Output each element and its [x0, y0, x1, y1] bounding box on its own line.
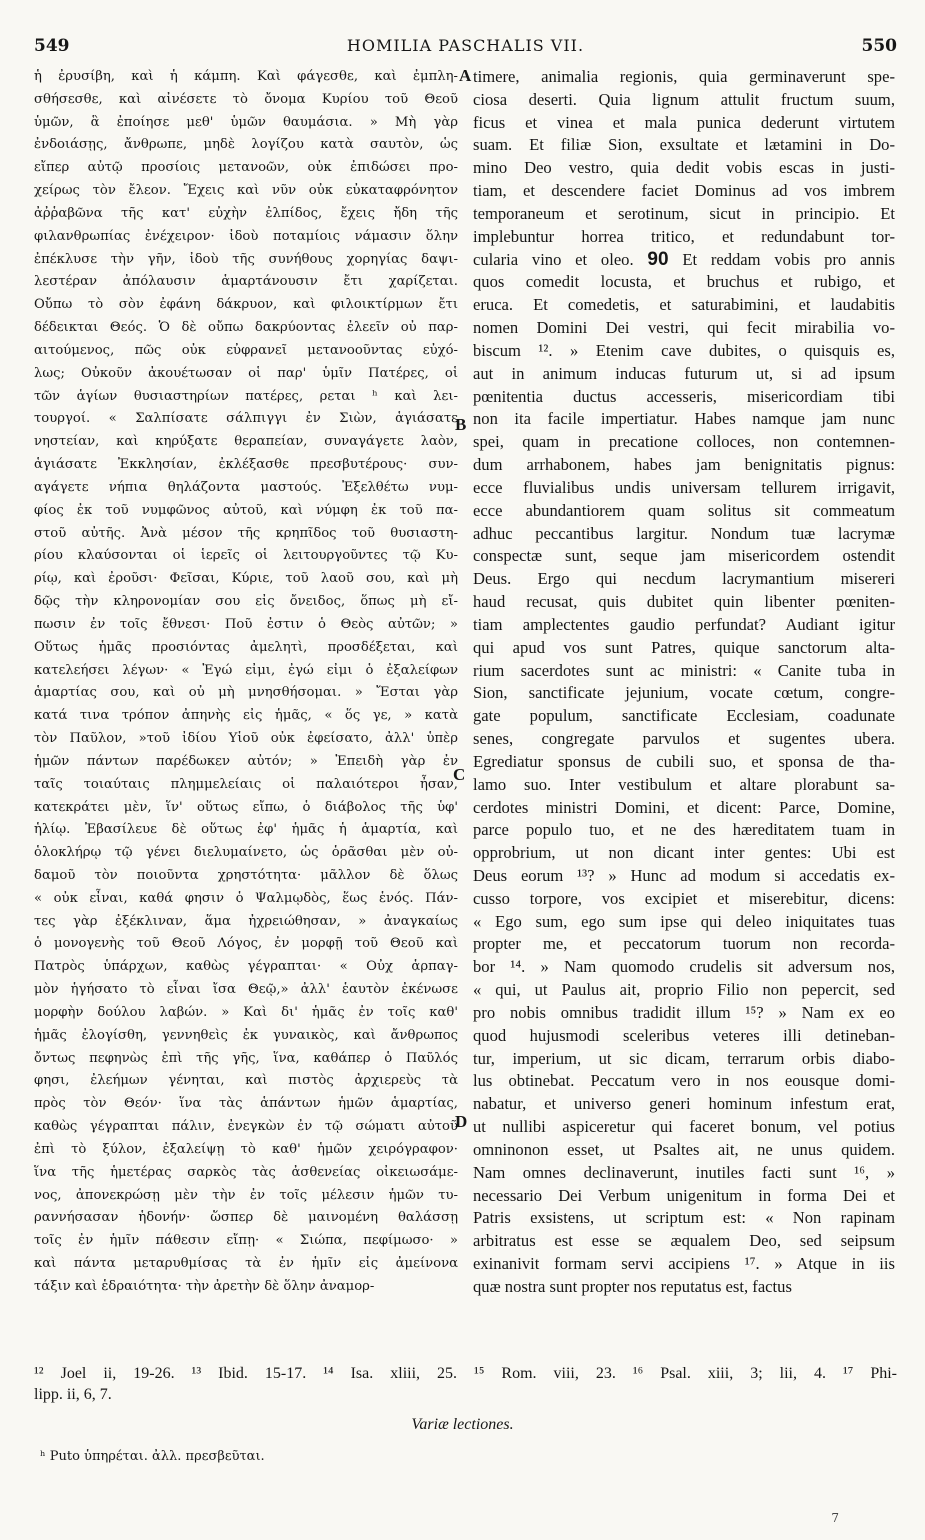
- margin-marker-b: B: [455, 415, 467, 434]
- text-line: ὁ μονογενὴς τοῦ Θεοῦ Λόγος, ἐν μορφῇ τοῦ Θεοῦ καὶ: [34, 936, 458, 952]
- text-line: pro nobis omnibus tradidit illum ¹⁵? » Nam ex eo: [473, 1002, 895, 1022]
- text-line: μὸν ἡγήσατο τὸ εἶναι ἴσα Θεῷ,» ἀλλ' ἑαυτὸν ἐκένωσε: [34, 982, 458, 998]
- text-line: haud recusat, quis dubitet quin libenter pœniten-: [473, 592, 895, 612]
- text-line: τάξιν καὶ ἑδραιότητα· τὴν ἀρετὴν δὲ ὅλην ἀναμορ-: [34, 1278, 375, 1294]
- text-line: cularia vino et oleo. 90 Et reddam vobis pro annis: [473, 248, 895, 270]
- text-line: lus obtinebat. Peccatum vero in nos eousque domi-: [473, 1071, 895, 1091]
- text-line: Πατρὸς ὑπάρχων, καθὼς γέγραπται· « Οὐχ ἁρπαγ-: [34, 959, 458, 975]
- text-line: Οὕτως ἡμᾶς προσιόντας ἀμελητὶ, προσδέξεται, καὶ: [34, 639, 458, 655]
- text-line: mino Deo vestro, quia dedit vobis escas in justi-: [473, 158, 895, 178]
- text-line: τες γὰρ ἐξέκλιναν, ἅμα ἠχρειώθησαν, » ἀναγκαίως: [34, 913, 458, 929]
- text-line: φιλανθρωπίας ἐνέχειρον· ἰδοὺ ποταμίοις νάμασιν ὅλην: [34, 228, 458, 244]
- text-line: πωσιν ἐν τοῖς ἔθνεσι· Ποῦ ἐστιν ὁ Θεὸς αὐτῶν; »: [34, 616, 458, 632]
- text-line: tur, imperium, ut sic dicam, terrarum orbis diabo-: [473, 1048, 895, 1068]
- text-line: μορφὴν δούλου λαβών. » Καὶ δι' ἡμᾶς ἐν τοῖς καθ': [34, 1004, 458, 1020]
- text-line: τῶν ἁγίων θυσιαστηρίων πατέρες, ρεται ʰ καὶ λει-: [34, 388, 458, 404]
- text-line: ut nullibi aspiceretur qui faceret bonum, vel potius: [473, 1117, 895, 1137]
- greek-text-column: [34, 66, 458, 1299]
- text-line: quæ nostra sunt propter nos reputatus est, factus: [473, 1276, 792, 1296]
- text-line: τοῖς ἐν ἡμῖν πάθεσιν εἴπῃ· « Σιώπα, πεφίμωσο· »: [34, 1233, 458, 1249]
- text-line: ecce abundantiorem quam solitus sit commeatum: [473, 500, 895, 520]
- text-line: « Ego sum, ego sum ipse qui deleo iniquitates tuas: [473, 911, 895, 931]
- text-line: δαμοῦ τὸν ποιοῦντα χρηστότητα· μᾶλλον δὲ ὅλως: [34, 867, 458, 883]
- text-line: καὶ πάντα μεταρυθμίσας τὰ ἐν ἡμῖν εἰς ἀμείνονα: [34, 1256, 458, 1272]
- text-line: κατά τινα τρόπον ἀπηνὴς εἰς ἡμᾶς, « ὅς γε, » κατὰ: [34, 708, 458, 724]
- text-line: nomen Domini Dei vestri, qui fecit mirabilia vo-: [473, 318, 895, 338]
- margin-marker-c: C: [453, 765, 466, 784]
- text-line: ρίῳ, καὶ ἐροῦσι· Φεῖσαι, Κύριε, τοῦ λαοῦ σου, καὶ μὴ: [34, 571, 458, 587]
- text-line: bor ¹⁴. » Nam quomodo crudelis sit adversum nos,: [473, 957, 895, 977]
- text-line: τὸν Παῦλον, »τοῦ ἰδίου Υἱοῦ οὐκ ἐφείσατο, ἀλλ' ὑπὲρ: [34, 731, 458, 747]
- text-line: cerdotes ministri Domini, et dicent: Parce, Domine,: [473, 797, 895, 817]
- text-line: lamo suo. Inter vestibulum et altare plorabunt sa-: [473, 774, 895, 794]
- text-line: eruca. Et comedetis, et saturabimini, et laudabitis: [473, 295, 895, 315]
- text-line: χείρως τὸν ἔλεον. Ἔχεις καὶ νῦν οὐκ εὐκαταφρόνητον: [34, 183, 458, 199]
- latin-text-column: [473, 66, 895, 1299]
- text-line: « οὐκ εἶναι, καθά φησιν ὁ Ψαλμῳδὸς, ἕως ἑνός. Πάν-: [34, 890, 458, 906]
- footnote-line: lipp. ii, 6, 7.: [34, 1386, 112, 1403]
- footnote-line: ¹² Joel ii, 19-26. ¹³ Ibid. 15-17. ¹⁴ Isa. xliii, 25. ¹⁵ Rom. viii, 23. ¹⁶ Psal. xiii, 3; lii, 4. ¹⁷ Phi-: [34, 1365, 897, 1382]
- text-line: πρὸς τὸν Θεόν· ἵνα τὰς ἁπάντων ἡμῶν ἁμαρτίας,: [34, 1096, 458, 1112]
- text-line: αγάγετε νήπια θηλάζοντα μαστούς. Ἐξελθέτω νυμ-: [34, 479, 458, 495]
- running-header: [34, 36, 897, 62]
- text-line: Patris exsistens, ut scriptum est: « Non rapinam: [473, 1208, 895, 1228]
- text-line: tiam amplectentes gaudio perfundat? Audiant igitur: [473, 614, 895, 634]
- text-line: ἡμᾶς ἐλογίσθη, γεννηθεὶς ἐκ γυναικὸς, καὶ ἄνθρωπος: [34, 1027, 458, 1043]
- text-line: nabatur, et universo generi hominum infestum erat,: [473, 1094, 895, 1114]
- text-line: « qui, ut Paulus ait, proprio Filio non pepercit, sed: [473, 980, 895, 1000]
- text-line: ἀῤῥαβῶνα τῆς κατ' εὐχὴν ἐλπίδος, ἔχεις ἤδη τῆς: [34, 205, 458, 221]
- text-line: suam. Et filiæ Sion, exsultate et lætamini in Do-: [473, 135, 895, 155]
- text-line: ἁγιάσατε Ἐκκλησίαν, ἐκλέξασθε πρεσβυτέρους· συν-: [34, 457, 458, 473]
- text-line: adhuc peccantibus largitur. Nondum tuæ lacrymæ: [473, 523, 895, 543]
- text-line: Οὔπω τὸ σὸν ἐφάνη δάκρυον, καὶ φιλοικτίρμων ἔτι: [34, 297, 458, 313]
- text-line: ἐπέκλυσε τὴν γῆν, ἰδοὺ τῆς συνήθους χορηγίας δαψι-: [34, 251, 458, 267]
- text-line: tiam, et descendere faciet Dominus ad vos imbrem: [473, 181, 895, 201]
- text-line: opprobrium, ut non dicant inter gentes: Ubi est: [473, 843, 895, 863]
- text-line: Sion, sanctificate jejunium, vocate cœtum, congre-: [473, 683, 895, 703]
- text-line: τουργοί. « Σαλπίσατε σάλπιγγι ἐν Σιὼν, ἁγιάσατε: [34, 411, 458, 427]
- text-line: ἁμαρτίας σου, καὶ οὐ μὴ μνησθήσομαι. » Ἔσται γὰρ: [34, 685, 458, 701]
- text-line: biscum ¹². » Etenim cave dubites, o quisquis es,: [473, 340, 895, 360]
- text-line: ciosa deserti. Quia lignum attulit fructum suum,: [473, 89, 895, 109]
- text-line: Egrediatur sponsus de cubili suo, et sponsa de tha-: [473, 751, 895, 771]
- text-line: non ita facile impertiatur. Habes namque jam nunc: [473, 409, 895, 429]
- footnotes: [34, 1363, 897, 1405]
- text-line: ecce fluvialibus undis universam tellurem irrigavit,: [473, 477, 895, 497]
- column-number: 90: [647, 248, 669, 270]
- text-line: temporaneum et serotinum, sicut in principio. Et: [473, 203, 895, 223]
- text-line: aut in animum inducas futurum ut, si ad ipsum: [473, 363, 895, 383]
- text-line: exinanivit formam servi accipiens ¹⁷. » Atque in iis: [473, 1254, 895, 1274]
- text-line: νος, ἀπονεκρώσῃ μὲν τὴν ἐν τοῖς μέλεσιν ἡμῶν τυ-: [34, 1187, 458, 1203]
- text-line: ὑμῶν, ἃ ἐποίησε μεθ' ὑμῶν θαυμάσια. » Μὴ γὰρ: [34, 114, 458, 130]
- text-line: στοῦ αὐτῆς. Ἀνὰ μέσον τῆς κρηπῖδος τοῦ θυσιαστη-: [34, 525, 458, 541]
- text-line: νηστείαν, καὶ κηρύξατε θεραπείαν, συναγάγετε λαὸν,: [34, 434, 458, 450]
- text-line: αιτούμενος, πῶς οὐκ εὐφρανεῖ μετανοοῦντας εὐχό-: [34, 342, 458, 358]
- text-line: omninonon esset, ut Psaltes ait, ne unus quidem.: [473, 1139, 895, 1159]
- text-line: ταῖς τοιαύταις πλημμελείαις οἱ παλαιότεροι ἦσαν,: [34, 776, 458, 792]
- text-line: δῷς τὴν κληρονομίαν σου εἰς ὄνειδος, ὅπως μὴ εἴ-: [34, 594, 458, 610]
- text-line: propter me, et peccatorum tuorum non recorda-: [473, 934, 895, 954]
- text-line: spei, quam in precatione colloces, non contemnen-: [473, 432, 895, 452]
- variae-lectiones-note: ʰ Puto ὑπηρέται. ἀλλ. πρεσβεῦται.: [40, 1449, 265, 1464]
- text-line: implebuntur horrea tritico, et redundabunt tor-: [473, 226, 895, 246]
- text-line: ἐπὶ τὸ ξύλον, ἐξαλείψῃ τὸ καθ' ἡμῶν χειρόγραφον·: [34, 1141, 458, 1157]
- text-line: rium sacerdotes sunt ac ministri: « Canite tuba in: [473, 660, 895, 680]
- text-line: necessario Dei Verbum unigenitum in forma Dei et: [473, 1185, 895, 1205]
- text-line: Deus eorum ¹³? » Hunc ad modum si accedatis ex-: [473, 865, 895, 885]
- text-line: φησι, ἐλεήμων γένηται, καὶ πιστὸς ἀρχιερεὺς τὰ: [34, 1073, 458, 1089]
- text-line: dum arrhabonem, habes jam benignitatis pignus:: [473, 455, 895, 475]
- text-line: κατελεήσει λέγων· « Ἐγώ εἰμι, ἐγώ εἰμι ὁ ἐξαλείφων: [34, 662, 458, 678]
- text-line: ὁλοκλήρῳ τῷ γένει διελυμαίνετο, ὡς ὁρᾶσθαι μὲν οὐ-: [34, 845, 458, 861]
- text-line: timere, animalia regionis, quia germinaverunt spe-: [473, 67, 895, 86]
- text-line: ρίου κλαύσονται οἱ ἱερεῖς οἱ λειτουργοῦντες τῷ Κυ-: [34, 548, 458, 564]
- text-line: quos comedit locusta, et bruchus et rubigo, et: [473, 272, 895, 292]
- text-line: εἴπερ αὐτῷ προσίοις μετανοῶν, οὐκ ἐπιδώσει προ-: [34, 160, 458, 176]
- text-line: ἵνα τῆς ἡμετέρας σαρκὸς τὰς ἀσθενείας οἰκειωσάμε-: [34, 1164, 458, 1180]
- text-line: parce populo tuo, et ne des hæreditatem tuam in: [473, 820, 895, 840]
- running-title: HOMILIA PASCHALIS VII.: [346, 36, 585, 55]
- margin-marker-d: D: [455, 1112, 468, 1131]
- text-line: Nam omnes declinaverunt, inutiles facti sunt ¹⁶, »: [473, 1162, 895, 1182]
- text-line: conspectæ sunt, seque jam misericordem ostendit: [473, 546, 895, 566]
- text-line: λως; Οὐκοῦν ἀκουέτωσαν οἱ παρ' ὑμῖν Πατέρες, οἱ: [34, 365, 458, 381]
- page-number-right: 550: [861, 36, 897, 56]
- text-line: Deus. Ergo qui necdum lacrymantium misereri: [473, 569, 895, 589]
- text-line: ραννήσασαν ἡδονήν· ὥσπερ δὲ μαινομένη θαλάσσῃ: [34, 1210, 458, 1226]
- text-line: ἡ ἐρυσίβη, καὶ ἡ κάμπη. Καὶ φάγεσθε, καὶ ἐμπλη-: [34, 69, 458, 84]
- text-line: ὄντως πεφηνὼς ἐπὶ τῆς γῆς, ἵνα, καθάπερ ὁ Παῦλός: [34, 1050, 458, 1066]
- text-line: σθήσεσθε, καὶ αἰνέσετε τὸ ὄνομα Κυρίου τοῦ Θεοῦ: [34, 91, 458, 107]
- text-line: καθὼς γέγραπται πάλιν, ἐνεγκὼν ἐν τῷ σώματι αὐτοῦ: [34, 1119, 458, 1135]
- text-line: pœnitentia ductus accesseris, misericordiam tibi: [473, 386, 895, 406]
- text-line: senes, congregate parvulos et sugentes ubera.: [473, 729, 895, 749]
- variae-lectiones-heading: Variæ lectiones.: [411, 1416, 514, 1433]
- text-line: gate populum, sanctificate Ecclesiam, coadunate: [473, 706, 895, 726]
- stray-mark: 7: [831, 1511, 839, 1525]
- text-line: ἡλίῳ. Ἐβασίλευε δὲ οὕτως ἐφ' ἡμᾶς ἡ ἁμαρτία, καὶ: [34, 822, 458, 838]
- text-line: δέδεικται Θεός. Ὁ δὲ οὔπω δακρύοντας ἐλεεῖν οὐ παρ-: [34, 320, 458, 336]
- page-number-left: 549: [34, 36, 70, 56]
- text-line: κατεκράτει μὲν, ἵν' οὕτως εἴπω, ὁ διάβολος τῆς ὑφ': [34, 799, 458, 815]
- margin-marker-a: A: [459, 66, 472, 85]
- text-line: arbitratus est esse se æqualem Deo, sed seipsum: [473, 1231, 895, 1251]
- text-line: ἐνδοιάσῃς, ἄνθρωπε, μηδὲ λογίζου κατὰ σαυτὸν, ὡς: [34, 137, 458, 153]
- text-line: cusso torpore, vos excipiet et miserebitur, dicens:: [473, 888, 895, 908]
- text-line: quod hujusmodi sceleribus veteres illi detineban-: [473, 1025, 895, 1045]
- text-line: ficus et vinea et mala punica dederunt virtutem: [473, 112, 895, 132]
- text-line: qui apud vos sunt Patres, quique sanctorum alta-: [473, 637, 895, 657]
- text-line: φίος ἐκ τοῦ νυμφῶνος αὐτοῦ, καὶ νύμφη ἐκ τοῦ πα-: [34, 502, 458, 518]
- text-line: λεστέραν ἀπόλαυσιν ἁμαρτάνουσιν ἔτι χαρίζεται.: [34, 274, 458, 290]
- text-line: ἡμῶν πάντων παρέδωκεν αὐτόν; » Ἐπειδὴ γὰρ ἐν: [34, 753, 458, 769]
